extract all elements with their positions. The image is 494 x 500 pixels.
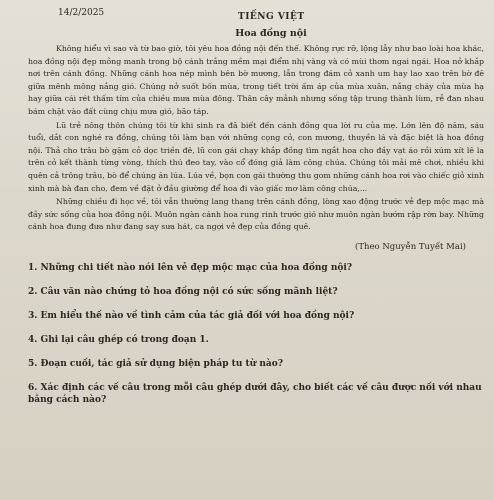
question-item-6: 6. Xác định các vế câu trong mỗi câu ghép dưới đây, cho biết các vế câu được nối với nhau bằng cách nào? [28,382,482,405]
passage-paragraph-1: Không hiểu vì sao và từ bao giờ, tôi yêu hoa đồng nội đến thế. Không rực rỡ, lộng lẫy như bao loài hoa khác, hoa đồng nội đẹp mỏng manh trong bộ cánh trắng mềm mại điểm nhị vàng và có mùi thơm ngai ngái. Hoa nở khắp nơi trên cánh đồng. Những cánh hoa nép mình bên bờ mương, lẫn trong đám cỏ xanh um hay lao xao trên bờ đê giữa mênh mông nắng gió. Chúng nở suốt bốn mùa, trong tiết trời ấm áp của mùa xuân, nắng cháy của mùa hạ hay giữa cái rét thấm tím của chiều mưa mùa đông. Thân cây mảnh nhưng sống tập trung thành lùm, rễ đan nhau bám chặt vào đất cùng chịu mưa gió, bão táp. [28,44,484,116]
question-item-2: 2. Câu văn nào chứng tỏ hoa đồng nội có sức sống mãnh liệt? [28,286,338,297]
passage-source: (Theo Nguyễn Tuyết Mai) [355,241,466,252]
header [28,6,484,28]
question-item-4: 4. Ghi lại câu ghép có trong đoạn 1. [28,334,209,345]
passage-paragraph-3: Những chiều đi học về, tôi vẫn thường lang thang trên cánh đồng, lòng xao động trước vẻ đẹp mộc mạc mà đầy sức sống của hoa đồng nội. Muôn ngàn cánh hoa rung rinh trước gió như muôn ngàn bướm rập rờn bay. Những cánh hoa đung đưa như đang say sưa hát, ca ngợi vẻ đẹp của đồng quê. [28,197,484,232]
passage-body [28,43,484,234]
question-list [28,262,484,406]
question-item-3: 3. Em hiểu thế nào về tình cảm của tác giả đối với hoa đồng nội? [28,310,355,321]
passage-paragraph-2: Lũ trẻ nông thôn chúng tôi từ khi sinh ra đã biết đến cánh đồng qua lời ru của mẹ. Lớn lên độ năm, sáu tuổi, dắt con nghé ra đồng, chúng tôi làm bạn với những cọng cỏ, con mương, thuyền lá và đặc biệt là hoa đồng nội. Thả cho trâu bò gặm cỏ dọc triền đê, lũ con gái chạy khắp đồng tìm ngắt hoa cho đầy vạt áo rồi xúm xít lê la trên cỏ kết thành từng vòng, thích thú đeo tay, vào cổ đóng giả làm công chúa. Chúng tôi mải mê chơi, nhiều khi quên cả trông trâu, bò để chúng ăn lúa. Lúa về, bọn con gái thường thu gom những cánh hoa rơi vào chiếc giỏ xinh xinh mà bà đan cho, đem về đặt ở đầu giường để hoa đi vào giấc mơ làm công chúa,... [28,120,484,193]
question-item-1: 1. Những chi tiết nào nói lên vẻ đẹp mộc mạc của hoa đồng nội? [28,262,353,273]
question-item-5: 5. Đoạn cuối, tác giả sử dụng biện pháp tu từ nào? [28,358,283,369]
passage-title: Hoa đồng nội [235,28,307,39]
subject-heading: TIẾNG VIỆT [238,12,305,22]
date-text: 14/2/2025 [58,8,105,18]
